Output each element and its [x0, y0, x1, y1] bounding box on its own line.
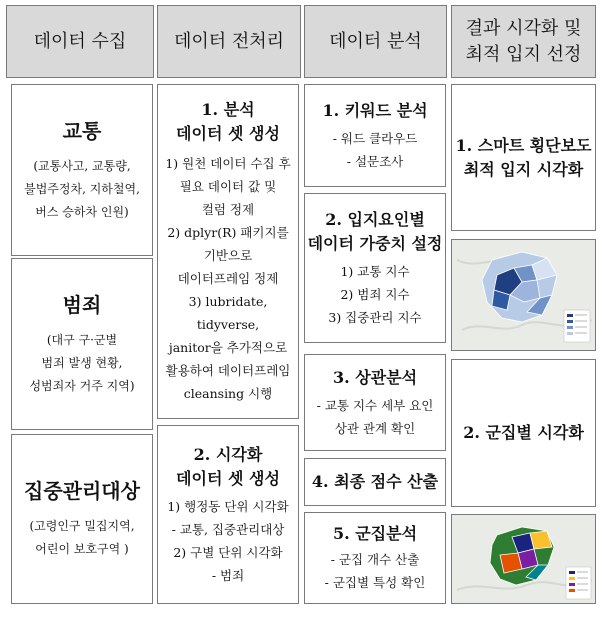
collection-intensive-care — [11, 434, 153, 604]
collection-title: 교통 — [62, 118, 102, 143]
collection-crime — [11, 258, 153, 430]
header-label-line1: 결과 시각화 및 — [465, 17, 582, 39]
preprocessing-visualization-dataset — [157, 425, 299, 604]
collection-title: 범죄 — [62, 292, 102, 317]
collection-detail: (대구 구·군별 — [46, 332, 118, 347]
step-detail: 3) lubridate, tidyverse, — [188, 294, 268, 332]
analysis-final-score — [304, 458, 446, 506]
collection-detail: (교통사고, 교통량, — [33, 158, 131, 173]
step-detail: 상관 관계 확인 — [334, 420, 416, 436]
collection-detail: 어린이 보호구역 ) — [35, 542, 129, 556]
header-label: 데이터 분석 — [329, 30, 422, 52]
analysis-keyword — [304, 84, 446, 187]
collection-detail: 불법주정차, 지하철역, — [24, 181, 140, 196]
step-detail: 데이터프레임 정제 — [177, 271, 279, 286]
step-title: 1. 키워드 분석 — [322, 100, 428, 120]
header-data-preprocessing — [157, 5, 301, 78]
step-detail: - 교통, 집중관리대상 — [171, 521, 285, 537]
step-title: 1. 분석 — [201, 100, 255, 119]
step-title: 4. 최종 점수 산출 — [311, 472, 439, 491]
result-title: 2. 군집별 시각화 — [463, 423, 584, 442]
analysis-correlation — [304, 354, 446, 451]
step-title: 3. 상관분석 — [332, 367, 418, 387]
step-detail: - 범죄 — [211, 567, 245, 583]
collection-detail: 버스 승하차 인원) — [35, 204, 129, 219]
step-title: 데이터 가중치 설정 — [307, 233, 443, 253]
result-title: 최적 입지 시각화 — [463, 159, 584, 179]
step-detail: - 군집별 특성 확인 — [324, 575, 426, 590]
step-detail: 2) 범죄 지수 — [340, 286, 410, 302]
choropleth-map-icon — [451, 239, 596, 351]
step-detail: 3) 집중관리 지수 — [328, 309, 422, 325]
step-title: 2. 입지요인별 — [325, 209, 425, 229]
map-image — [452, 515, 596, 604]
header-label: 데이터 전처리 — [173, 30, 285, 52]
collection-detail: (고령인구 밀집지역, — [29, 519, 135, 533]
step-detail: 1) 교통 지수 — [340, 263, 410, 279]
step-title: 데이터 셋 생성 — [176, 124, 280, 143]
header-data-collection — [6, 5, 154, 78]
step-detail: - 교통 지수 세부 요인 — [316, 397, 434, 413]
map-image — [452, 240, 596, 351]
step-detail: 2) 구별 단위 시각화 — [173, 544, 283, 560]
step-detail: 컬럼 정제 — [201, 202, 255, 217]
collection-traffic — [11, 84, 153, 256]
step-detail: janitor을 추가적으로 — [168, 340, 288, 355]
step-title: 데이터 셋 생성 — [176, 468, 280, 488]
header-label-line2: 최적 입지 선정 — [465, 43, 582, 65]
result-cluster-visualization — [451, 359, 596, 507]
collection-title: 집중관리대상 — [24, 479, 140, 503]
step-detail: 2) dplyr(R) 패키지를 — [167, 225, 289, 240]
step-detail: - 군집 개수 산출 — [330, 552, 420, 567]
analysis-weighting — [304, 193, 446, 343]
collection-detail: 성범죄자 거주 지역) — [29, 378, 135, 393]
step-detail: 활용하여 데이터프레임 — [165, 363, 291, 378]
step-detail: 기반으로 — [203, 248, 253, 263]
header-label: 데이터 수집 — [33, 30, 127, 52]
step-detail: cleansing 시행 — [183, 386, 273, 401]
header-results — [451, 5, 596, 78]
analysis-clustering — [304, 512, 446, 604]
step-detail: 1) 행정동 단위 시각화 — [167, 498, 289, 514]
step-title: 2. 시각화 — [193, 444, 263, 464]
cluster-map-icon — [451, 514, 596, 604]
step-detail: 필요 데이터 값 및 — [179, 179, 277, 194]
collection-detail: 범죄 발생 현황, — [41, 355, 123, 370]
result-title: 1. 스마트 횡단보도 — [455, 135, 592, 155]
step-title: 5. 군집분석 — [332, 524, 418, 543]
result-optimal-location — [451, 84, 596, 231]
step-detail: - 워드 클라우드 — [332, 130, 418, 146]
step-detail: 1) 원천 데이터 수집 후 — [165, 156, 291, 171]
step-detail: - 설문조사 — [346, 153, 404, 169]
preprocessing-analysis-dataset — [157, 84, 299, 419]
header-data-analysis — [304, 5, 447, 78]
